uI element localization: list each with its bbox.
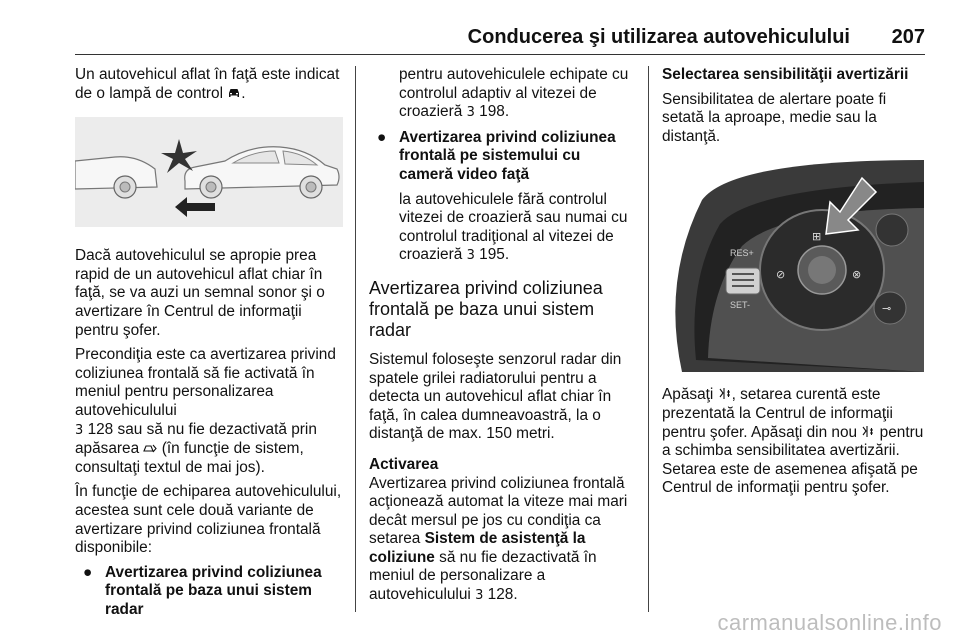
res-label: RES+ bbox=[730, 248, 754, 259]
paragraph-variants: În funcţie de echiparea autovehiculului, acestea sunt cele două variante de avertizare privind coliziunea frontală disponibile: bbox=[75, 483, 342, 557]
steering-wheel-illustration bbox=[662, 160, 924, 372]
gap-sensitivity-icon bbox=[861, 425, 875, 438]
paragraph-control-lamp: Un autovehicul aflat în faţă este indicat de o lampă de control . bbox=[75, 66, 340, 102]
cruise-right-icon: ⊗ bbox=[852, 268, 862, 282]
set-label: SET- bbox=[730, 300, 751, 311]
chapter-title: Conducerea şi utilizarea autovehiculului bbox=[467, 26, 850, 48]
activation-title: Activarea bbox=[369, 455, 439, 473]
collision-illustration bbox=[75, 117, 343, 227]
sensitivity-title: Selectarea sensibilităţii avertizării bbox=[662, 66, 909, 83]
cruise-left-icon: ⊘ bbox=[776, 268, 786, 282]
page-header bbox=[75, 24, 925, 55]
reference-arrow-icon: 3 bbox=[466, 105, 475, 121]
reference-arrow-icon: 3 bbox=[75, 422, 84, 438]
reference-arrow-icon: 3 bbox=[475, 588, 484, 604]
list-item-radar-continued: pentru autovehiculele echipate cu controlul adaptiv al vitezei de croazieră 3 198. bbox=[399, 66, 629, 121]
column-2 bbox=[369, 66, 633, 612]
car-front-icon bbox=[227, 87, 241, 99]
gap-sensitivity-icon bbox=[718, 387, 732, 400]
column-3 bbox=[662, 66, 924, 504]
paragraph-precondition: Precondiţia este ca avertizarea privind coliziunea frontală să fie activată în meniul pentru personalizarea autovehiculului 3 128 sau să nu fie dezactivată prin apăsarea (în funcţie de sistem, consultaţi textul de mai jos). bbox=[75, 346, 336, 476]
reference-arrow-icon: 3 bbox=[466, 248, 475, 264]
column-divider-2 bbox=[648, 66, 649, 612]
list-item-radar: ● Avertizarea privind coliziunea frontală pe baza unui sistem radar bbox=[83, 563, 322, 618]
page-number: 207 bbox=[891, 26, 925, 48]
bullet-icon: ● bbox=[83, 563, 93, 581]
steering-wheel-controls-photo bbox=[662, 160, 924, 372]
paragraph-activation: Activarea Avertizarea privind coliziunea frontală acţionează automat la viteze mai mari decât mersul pe jos cu condiţia ca setarea Sistem de asistenţă la coliziune să nu fie dezactivată în meniul de personalizare a autovehiculului 3 128. bbox=[369, 455, 628, 604]
list-item-camera-text: la autovehiculele fără controlul vitezei de croazieră sau numai cu controlul tradiţional al vitezei de croazieră 3 195. bbox=[399, 190, 628, 264]
bullet-icon: ● bbox=[377, 128, 387, 146]
paragraph-warning: Dacă autovehiculul se apropie prea rapid de un autovehicul aflat chiar în faţă, se va auzi un semnal sonor şi o avertizare în Centrul de informaţii pentru şofer. bbox=[75, 247, 325, 339]
paragraph-sensitivity: Sensibilitatea de alertare poate fi setată la aproape, medie sau la distanţă. bbox=[662, 90, 887, 145]
cars-illustration bbox=[75, 117, 343, 227]
collision-system-icon bbox=[143, 443, 157, 454]
column-divider-1 bbox=[355, 66, 356, 612]
paragraph-radar-sensor: Sistemul foloseşte senzorul radar din spatele grilei radiatorului pentru a detecta un autovehicul aflat chiar în faţă, în calea dumneavoastră, la o distanţă de max. 150 metri. bbox=[369, 350, 622, 443]
lane-assist-icon: ⊸ bbox=[882, 302, 892, 316]
column-1 bbox=[75, 66, 343, 625]
watermark: carmanualsonline.info bbox=[717, 610, 942, 635]
list-item-camera: ● Avertizarea privind coliziunea frontală pe sistemului cu cameră video faţă la autovehiculele fără controlul vitezei de croazieră sau numai cu controlul tradiţional al vitezei de croazieră 3 195. bbox=[369, 129, 633, 266]
section-heading: Avertizarea privind coliziunea frontală pe baza unui sistem radar bbox=[369, 277, 603, 340]
paragraph-press-instructions: Apăsaţi , setarea curentă este prezentată la Centrul de informaţii pentru şofer. Apăsaţi din nou pentru a schimba sensibilitatea avertizării. Setarea este de asemenea afişată pe Centrul de informaţii pentru şofer. bbox=[662, 386, 924, 497]
gap-button-icon: ⊞ bbox=[812, 230, 822, 244]
